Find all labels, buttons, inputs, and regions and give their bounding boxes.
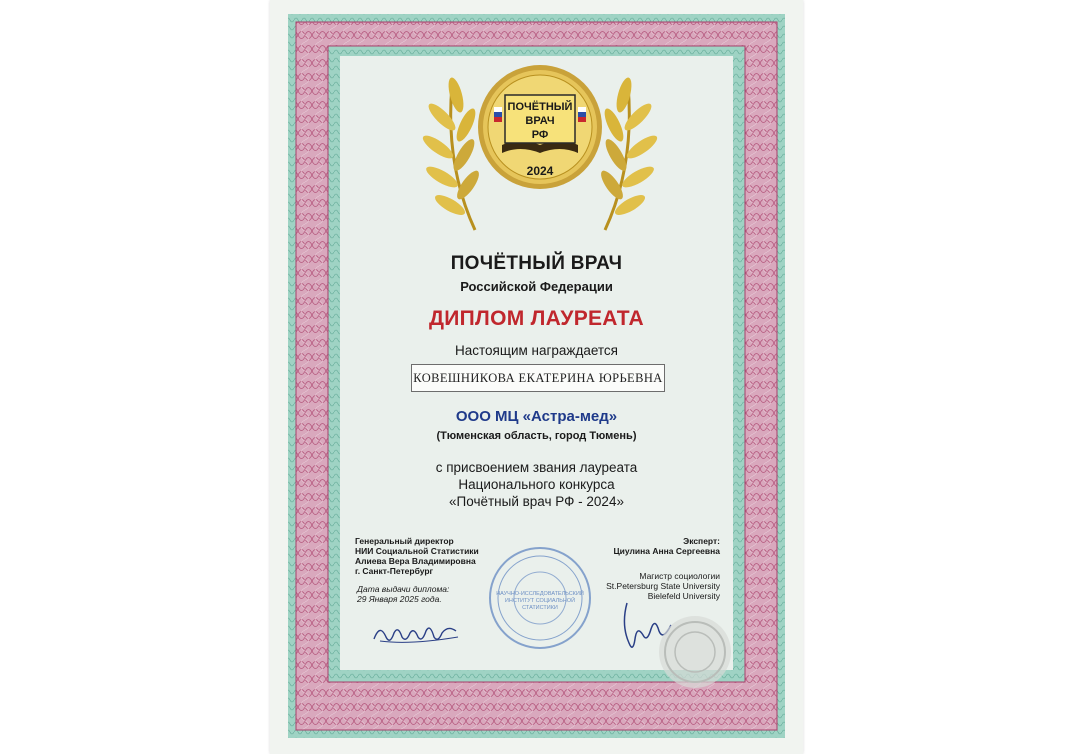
right-signatory-label: Эксперт: (683, 536, 720, 546)
emblem-line3: РФ (531, 129, 549, 141)
svg-text:ИНСТИТУТ СОЦИАЛЬНОЙ: ИНСТИТУТ СОЦИАЛЬНОЙ (504, 598, 576, 604)
left-signatory-role-2: НИИ Социальной Статистики (355, 546, 479, 556)
awarded-text: Настоящим награждается (454, 343, 618, 358)
right-signatory-name: Циулина Анна Сергеевна (613, 546, 720, 556)
organization-name: ООО МЦ «Астра-мед» (455, 408, 618, 425)
right-signatory-role-1: Магистр социологии (639, 571, 720, 581)
embossed-seal-icon (655, 612, 735, 692)
emblem-line1: ПОЧЁТНЫЙ (507, 101, 573, 113)
svg-text:НАУЧНО-ИССЛЕДОВАТЕЛЬСКИЙ: НАУЧНО-ИССЛЕДОВАТЕЛЬСКИЙ (496, 591, 584, 597)
diploma-subtitle: Российской Федерации (460, 279, 613, 294)
emblem-year: 2024 (526, 164, 554, 178)
right-signatory-role-2: St.Petersburg State University (606, 581, 720, 591)
right-signatory-block (590, 536, 720, 556)
award-line-3: «Почётный врач РФ - 2024» (449, 494, 624, 509)
issue-date-value: 29 Января 2025 года. (357, 594, 442, 604)
left-signatory-name: Алиева Вера Владимировна (355, 556, 476, 566)
issue-date-label: Дата выдачи диплома: (357, 584, 450, 594)
diploma-sheet (270, 0, 803, 754)
left-signatory-role-1: Генеральный директор (355, 536, 454, 546)
svg-text:СТАТИСТИКИ: СТАТИСТИКИ (522, 605, 558, 611)
laurel-emblem (390, 55, 690, 240)
gold-medal-icon (478, 65, 602, 189)
left-signature-icon (370, 615, 465, 650)
award-line-1: с присвоением звания лауреата (435, 460, 638, 475)
emblem-line2: ВРАЧ (525, 115, 555, 127)
right-signatory-role-3: Bielefeld University (647, 591, 720, 601)
award-line-2: Национального конкурса (458, 477, 615, 492)
recipient-name: КОВЕШНИКОВА ЕКАТЕРИНА ЮРЬЕВНА (411, 364, 665, 392)
diploma-main-title: ПОЧЁТНЫЙ ВРАЧ (450, 253, 623, 274)
laurel-left-icon (420, 76, 483, 230)
left-signatory-city: г. Санкт-Петербург (355, 566, 434, 576)
laureate-diploma-heading: ДИПЛОМ ЛАУРЕАТА (428, 307, 644, 330)
organization-region: (Тюменская область, город Тюмень) (436, 430, 637, 442)
laurel-right-icon (597, 76, 660, 230)
